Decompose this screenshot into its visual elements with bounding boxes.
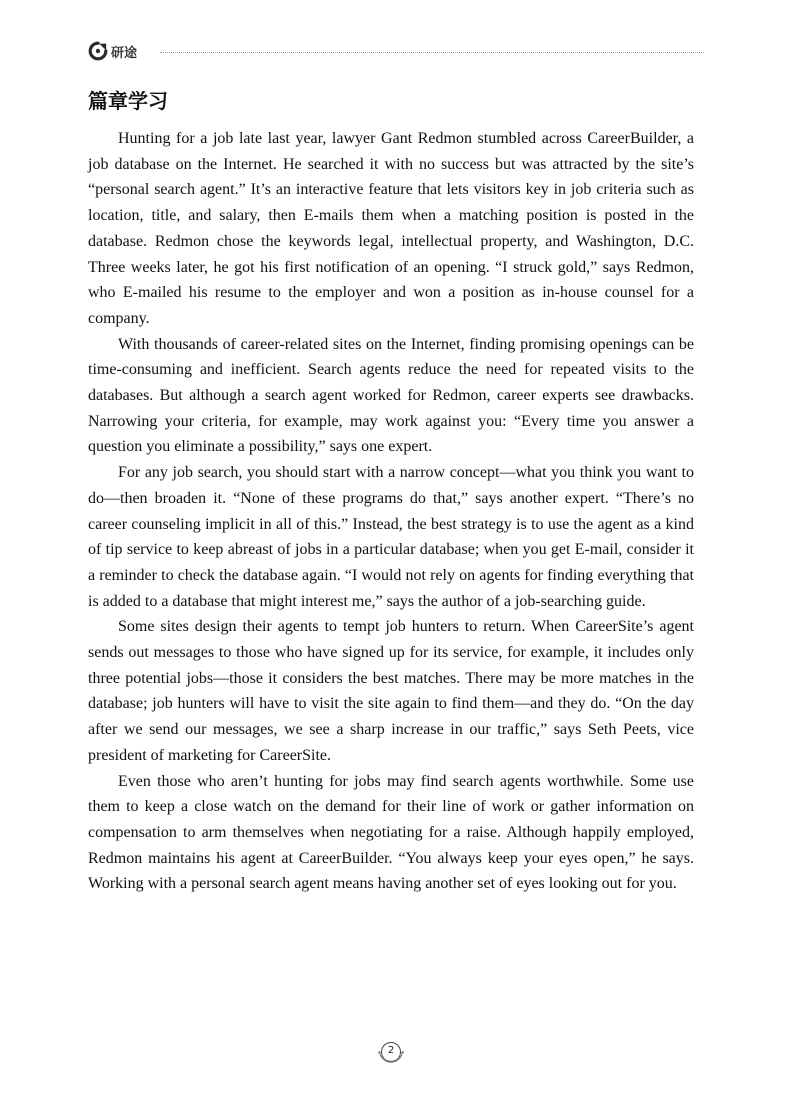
brand-logo [88,40,137,62]
paragraph-3: For any job search, you should start with a narrow concept—what you think you want to do—then broaden it. “None of these programs do that,” says another expert. “There’s no career counseling implicit in all of this.” Instead, the best strategy is to use the agent as a kind of tip service to keep abreast of jobs in a particular database; when you get E-mail, consider it a reminder to check the database again. “I would not rely on agents for finding everything that is added to a database that might interest me,” says the author of a job-searching guide. [88,464,694,610]
page-number-badge [376,1037,406,1067]
article-body [88,126,694,897]
paragraph-1: Hunting for a job late last year, lawyer Gant Redmon stumbled across CareerBuilder, a job database on the Internet. He searched it with no success but was attracted by the site’s “personal search agent.” It’s an interactive feature that lets visitors key in job criteria such as location, title, and salary, then E-mails them when a matching position is posted in the database. Redmon chose the keywords legal, intellectual property, and Washington, D.C. Three weeks later, he got his first notification of an opening. “I struck gold,” says Redmon, who E-mailed his resume to the employer and won a position as in-house counsel for a company. [88,130,694,327]
paragraph-4: Some sites design their agents to tempt job hunters to return. When CareerSite’s agent sends out messages to those who have signed up for its service, for example, it includes only three potential jobs—those it considers the best matches. There may be more matches in the database; job hunters will have to visit the site again to find them—and they do. “On the day after we send our messages, we see a sharp increase in our traffic,” says Seth Peets, vice president of marketing for CareerSite. [88,618,694,764]
yantu-logo-icon [88,41,108,61]
page-header [88,40,704,66]
header-dotted-rule [160,52,704,53]
page-number: 2 [387,1045,395,1056]
paragraph-2: With thousands of career-related sites on the Internet, finding promising openings can be time-consuming and inefficient. Search agents reduce the need for repeated visits to the databases. But although a search agent worked for Redmon, career experts see drawbacks. Narrowing your criteria, for example, may work against you: “Every time you answer a question you eliminate a possibility,” says one expert. [88,335,694,456]
logo-text: 研途 [111,45,138,61]
section-title: 篇章学习 [88,89,168,113]
paragraph-5: Even those who aren’t hunting for jobs may find search agents worthwhile. Some use them to keep a close watch on the demand for their line of work or gather information on compensation to arm themselves when negotiating for a raise. Although happily employed, Redmon maintains his agent at CareerBuilder. “You always keep your eyes open,” he says. Working with a personal search agent means having another set of eyes looking out for you. [88,772,694,893]
